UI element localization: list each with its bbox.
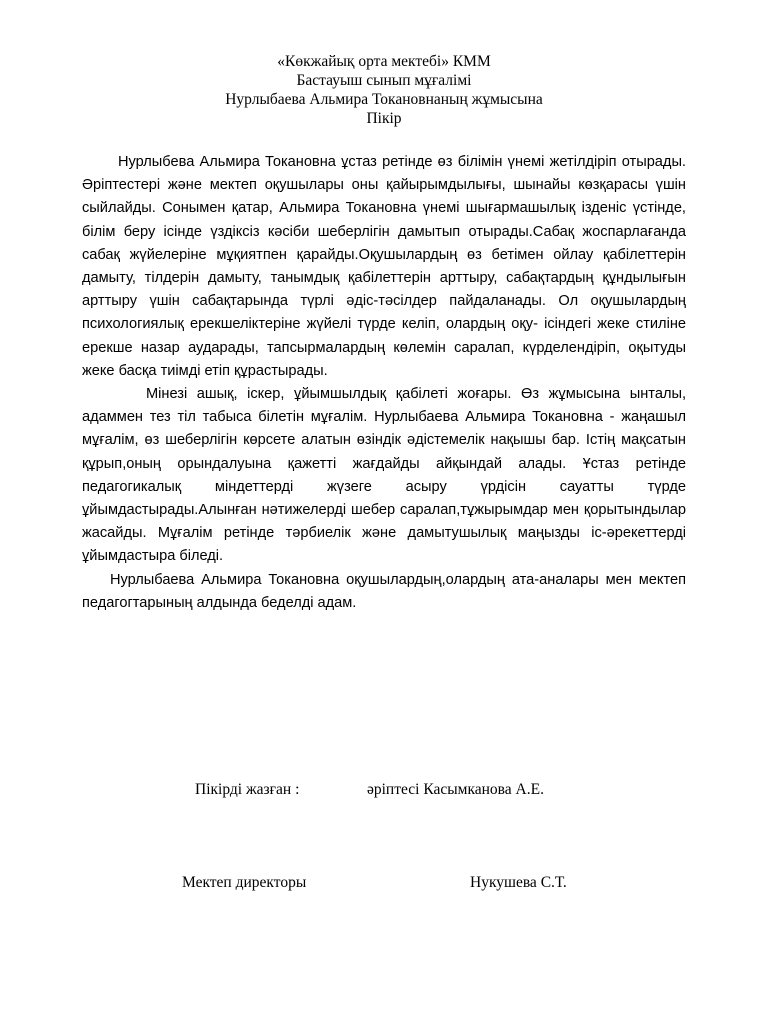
document-header xyxy=(0,52,768,128)
paragraph-3: Нурлыбаева Альмира Токановна оқушылардың,олардың ата-аналары мен мектеп педагогтарының алдында беделді адам. xyxy=(82,571,686,611)
school-name: «Көкжайық орта мектебі» КММ xyxy=(277,53,491,70)
director-name: Нукушева С.Т. xyxy=(470,874,567,891)
paragraph-1: Нурлыбева Альмира Токановна ұстаз ретінде өз білімін үнемі жетілдіріп отырады. Әріптестері және мектеп оқушылары оны қайырымдылығы, шынайы көзқарасы үшін сыйлайды. Сонымен қатар, Альмира Токановна үнемі шығармашылық ізденіс үстінде, білім беру ісінде үздіксіз кәсіби шеберлігін дамытып отырады.Сабақ жоспарлағанда сабақ жүйелеріне мұқиятпен қарайды.Оқушылардың өз бетімен ойлау қабілеттерін дамыту, тілдерін дамыту, танымдық қабілеттерін арттыру, сабақтардың құндылығын арттыру үшін сабақтарында түрлі әдіс-тәсілдер пайдаланады. Ол оқушылардың психологиялық ерекшеліктеріне жүйелі түрде келіп, олардың оқу- ісіндегі жеке стиліне ерекше назар аударады, тапсырмалардың көлемін саралап, күрделендіріп, оқытуды жеке басқа тиімді етіп құрастырады. xyxy=(82,154,686,379)
director-label: Мектеп директоры xyxy=(182,874,307,891)
document-title: Пікір xyxy=(366,110,402,127)
position-title: Бастауыш сынып мұғалімі xyxy=(296,72,472,89)
document-body xyxy=(82,151,686,615)
subject-name: Нурлыбаева Альмира Токановнаның жұмысына xyxy=(225,91,543,108)
paragraph-2: Мінезі ашық, іскер, ұйымшылдық қабілеті жоғары. Өз жұмысына ынталы, адаммен тез тіл табыса білетін мұғалім. Нурлыбаева Альмира Токановна - жаңашыл мұғалім, өз шеберлігін көрсете алатын өзіндік әдістемелік нақышы бар. Істің мақсатын құрып,оның орындалуына қажетті жағдайды айқындай алады. Ұстаз ретінде педагогикалық міндеттерді жүзеге асыру үрдісін сауатты түрде ұйымдастырады.Алынған нәтижелерді шебер саралап,тұжырымдар мен қорытындылар жасайды. Мұғалім ретінде тәрбиелік және дамытушылық маңызды іс-әрекеттерді ұйымдастыра біледі. xyxy=(82,386,686,565)
author-label: Пікірді жазған : xyxy=(195,781,300,798)
author-name: әріптесі Касымканова А.Е. xyxy=(367,781,544,798)
